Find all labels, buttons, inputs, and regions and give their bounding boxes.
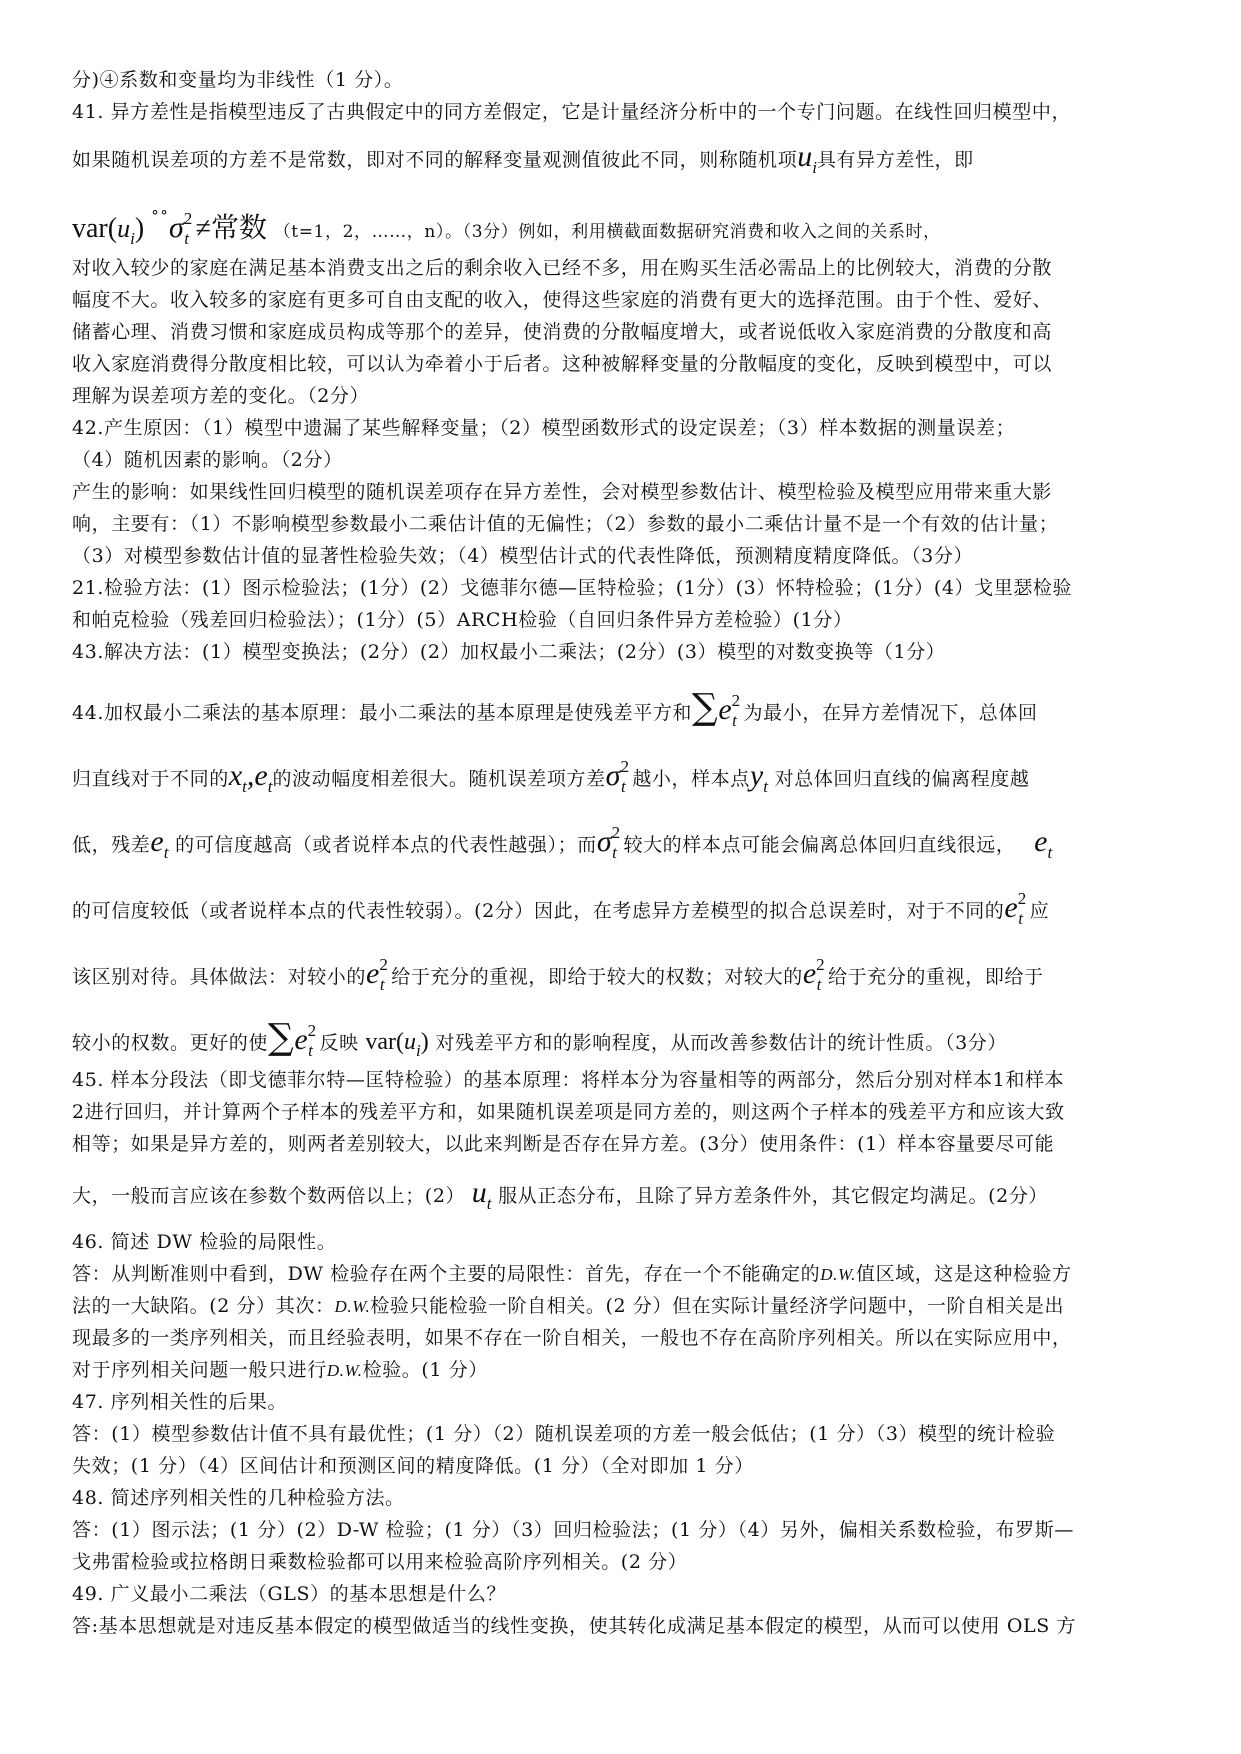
text-line bbox=[72, 1160, 1172, 1226]
text-line: 相等；如果是异方差的，则两者差别较大，以此来判断是否存在异方差。(3分）使用条件：(1）样本容量要尽可能 bbox=[72, 1133, 1055, 1155]
text-line: （3）对模型参数估计值的显著性检验失效；（4）模型估计式的代表性降低，预测精度精度降低。（3分） bbox=[72, 545, 974, 567]
math-u: $u_t$ bbox=[471, 1176, 492, 1213]
document-page bbox=[72, 64, 1172, 1642]
math-sigma: $\sigma^2_t$ bbox=[605, 757, 629, 796]
text-span: 的波动幅度相差很大。随机误差项方差 bbox=[272, 768, 606, 790]
text-line bbox=[72, 800, 1172, 866]
math-comma: , bbox=[246, 759, 255, 792]
text-span: 应 bbox=[1029, 900, 1050, 922]
math-e: $e_t$ bbox=[1034, 825, 1053, 862]
text-line bbox=[72, 866, 1172, 932]
text-span: 答：从判断准则中看到，DW 检验存在两个主要的局限性：首先，存在一个不能确定的 bbox=[72, 1263, 821, 1285]
text-line: 理解为误差项方差的变化。（2分） bbox=[72, 385, 370, 407]
text-line: 21.检验方法：(1）图示检验法；(1分）(2）戈德菲尔德—匡特检验；(1分）(3）怀特检验；(1分）(4）戈里瑟检验 bbox=[72, 577, 1073, 599]
text-line: 产生的影响：如果线性回归模型的随机误差项存在异方差性，会对模型参数估计、模型检验及模型应用带来重大影 bbox=[72, 481, 1053, 503]
text-span: 越小，样本点 bbox=[632, 768, 750, 790]
text-line bbox=[72, 1354, 1172, 1386]
text-span: 的可信度越高（或者说样本点的代表性越强）；而 bbox=[175, 834, 597, 856]
text-span: 值区域，这是这种检验方 bbox=[856, 1263, 1072, 1285]
math-var: var( bbox=[365, 1029, 405, 1055]
text-line: 41. 异方差性是指模型违反了古典假定中的同方差假定，它是计量经济分析中的一个专门问题。在线性回归模型中， bbox=[72, 101, 1072, 123]
text-line: （4）随机因素的影响。（2分） bbox=[72, 449, 343, 471]
math-u: $u_i$ bbox=[117, 214, 135, 248]
math-sum: ∑ bbox=[692, 687, 719, 728]
approx-glyph: ˚˚ bbox=[150, 210, 169, 230]
text-span: 对残差平方和的影响程度，从而改善参数估计的统计性质。（3分） bbox=[435, 1032, 1007, 1054]
text-span: 较小的权数。更好的使 bbox=[72, 1032, 269, 1054]
math-sum: ∑ bbox=[268, 1017, 295, 1058]
math-u: $u_i$ bbox=[797, 140, 817, 177]
question-heading: 49. 广义最小二乘法（GLS）的基本思想是什么？ bbox=[72, 1583, 507, 1605]
text-line bbox=[72, 128, 1172, 186]
math-e: $e_t$ bbox=[254, 759, 273, 796]
text-line: 对收入较少的家庭在满足基本消费支出之后的剩余收入已经不多，用在购买生活必需品上的比例较大，消费的分散 bbox=[72, 257, 1053, 279]
text-line bbox=[72, 734, 1172, 800]
text-line: 45. 样本分段法（即戈德菲尔特—匡特检验）的基本原理：将样本分为容量相等的两部分，然后分别对样本1和样本 bbox=[72, 1069, 1065, 1091]
math-close: ) bbox=[420, 1029, 429, 1055]
dw-symbol: D.W. bbox=[326, 1361, 363, 1380]
text-line: 43.解决方法：(1）模型变换法；(2分）(2）加权最小二乘法；(2分）(3）模型的对数变换等（1分） bbox=[72, 641, 946, 663]
text-line: 戈弗雷检验或拉格朗日乘数检验都可以用来检验高阶序列相关。(2 分） bbox=[72, 1551, 688, 1573]
math-e: $e_t$ bbox=[150, 825, 169, 862]
math-e: $e^2_t$ bbox=[802, 955, 825, 994]
text-line: 42.产生原因：（1）模型中遗漏了某些解释变量；（2）模型函数形式的设定误差；（3）样本数据的测量误差； bbox=[72, 417, 1016, 439]
formula-line bbox=[72, 186, 1172, 252]
math-e: $e^2_t$ bbox=[1004, 889, 1027, 928]
text-line: 答：(1）图示法；(1 分）(2）D-W 检验；(1 分）（3）回归检验法；(1 分）（4）另外，偏相关系数检验，布罗斯— bbox=[72, 1519, 1074, 1541]
text-span: 对于序列相关问题一般只进行 bbox=[72, 1359, 327, 1381]
text-line: 和帕克检验（残差回归检验法）；(1分）(5）ARCH检验（自回归条件异方差检验）(1分） bbox=[72, 609, 853, 631]
question-heading: 47. 序列相关性的后果。 bbox=[72, 1391, 288, 1413]
text-line bbox=[72, 932, 1172, 998]
math-close: ) bbox=[134, 213, 145, 244]
text-span: 检验。(1 分） bbox=[362, 1359, 488, 1381]
text-span: 检验只能检验一阶自相关。(2 分）但在实际计量经济学问题中，一阶自相关是出 bbox=[370, 1295, 1065, 1317]
text-span: 如果随机误差项的方差不是常数，即对不同的解释变量观测值彼此不同，则称随机项 bbox=[72, 149, 798, 171]
text-span: 服从正态分布，且除了异方差条件外，其它假定均满足。(2分） bbox=[498, 1185, 1049, 1207]
text-span: 给于充分的重视，即给于较大的权数；对较大的 bbox=[391, 966, 803, 988]
math-u: $u_i$ bbox=[404, 1029, 421, 1060]
text-span: 低，残差 bbox=[72, 834, 151, 856]
math-sigma: $\sigma^2_t$ bbox=[168, 209, 193, 248]
math-e: $e^2_t$ bbox=[366, 955, 388, 994]
text-line: 储蓄心理、消费习惯和家庭成员构成等那个的差异，使消费的分散幅度增大，或者说低收入家庭消费的分散度和高 bbox=[72, 321, 1053, 343]
question-heading: 46. 简述 DW 检验的局限性。 bbox=[72, 1231, 337, 1253]
text-span: 该区别对待。具体做法：对较小的 bbox=[72, 966, 367, 988]
text-line bbox=[72, 1258, 1172, 1290]
text-span: （t=1，2，……，n）。（3分）例如，利用横截面数据研究消费和收入之间的关系时， bbox=[273, 222, 941, 242]
math-x: $x_t$ bbox=[228, 759, 247, 796]
text-line: 现最多的一类序列相关，而且经验表明，如果不存在一阶自相关，一般也不存在高阶序列相关。所以在实际应用中， bbox=[72, 1327, 1072, 1349]
text-line: 响，主要有：（1）不影响模型参数最小二乘估计值的无偏性；（2）参数的最小二乘估计量不是一个有效的估计量； bbox=[72, 513, 1059, 535]
text-line: 答:基本思想就是对违反基本假定的模型做适当的线性变换，使其转化成满足基本假定的模型，从而可以使用 OLS 方 bbox=[72, 1615, 1077, 1637]
text-line bbox=[72, 998, 1172, 1064]
question-heading: 48. 简述序列相关性的几种检验方法。 bbox=[72, 1487, 405, 1509]
text-span: 对总体回归直线的偏离程度越 bbox=[774, 768, 1030, 790]
text-line: 收入家庭消费得分散度相比较，可以认为牵着小于后者。这种被解释变量的分散幅度的变化，反映到模型中，可以 bbox=[72, 353, 1053, 375]
text-span: 为最小，在异方差情况下，总体回 bbox=[743, 702, 1038, 724]
math-y: $y_t$ bbox=[749, 759, 768, 796]
math-var: var( bbox=[72, 213, 118, 244]
text-line: 答：(1）模型参数估计值不具有最优性；(1 分）（2）随机误差项的方差一般会低估；(1 分）（3）模型的统计检验 bbox=[72, 1423, 1056, 1445]
math-sigma: $\sigma^2_t$ bbox=[596, 823, 621, 862]
text-line bbox=[72, 1290, 1172, 1322]
dw-symbol: D.W. bbox=[820, 1265, 856, 1284]
dw-symbol: D.W. bbox=[334, 1297, 371, 1316]
text-line: 幅度不大。收入较多的家庭有更多可自由支配的收入，使得这些家庭的消费有更大的选择范围。由于个性、爱好、 bbox=[72, 289, 1053, 311]
math-e: $e^2_t$ bbox=[294, 1021, 317, 1060]
text-span: 给于充分的重视，即给于 bbox=[828, 966, 1044, 988]
text-line: 失效；(1 分）（4）区间估计和预测区间的精度降低。(1 分）（全对即加 1 分） bbox=[72, 1455, 754, 1477]
text-line: 2进行回归，并计算两个子样本的残差平方和，如果随机误差项是同方差的，则这两个子样本的残差平方和应该大致 bbox=[72, 1101, 1065, 1123]
text-span: 具有异方差性，即 bbox=[816, 149, 974, 171]
text-span: 的可信度较低（或者说样本点的代表性较弱）。(2分）因此，在考虑异方差模型的拟合总误差时，对于不同的 bbox=[72, 900, 1005, 922]
math-e: $e^2_t$ bbox=[718, 691, 741, 730]
text-span: 归直线对于不同的 bbox=[72, 768, 229, 790]
text-line bbox=[72, 668, 1172, 734]
text-span: 反映 bbox=[319, 1032, 359, 1054]
text-span: 大，一般而言应该在参数个数两倍以上；(2） bbox=[72, 1185, 466, 1207]
text-span: 44.加权最小二乘法的基本原理：最小二乘法的基本原理是使残差平方和 bbox=[72, 702, 693, 724]
text-line: 分)④系数和变量均为非线性（1 分）。 bbox=[72, 69, 404, 91]
text-span: 较大的样本点可能会偏离总体回归直线很远， bbox=[623, 834, 1016, 856]
text-span: 法的一大缺陷。(2 分）其次： bbox=[72, 1295, 335, 1317]
math-neq-const: ≠常数 bbox=[195, 213, 268, 244]
